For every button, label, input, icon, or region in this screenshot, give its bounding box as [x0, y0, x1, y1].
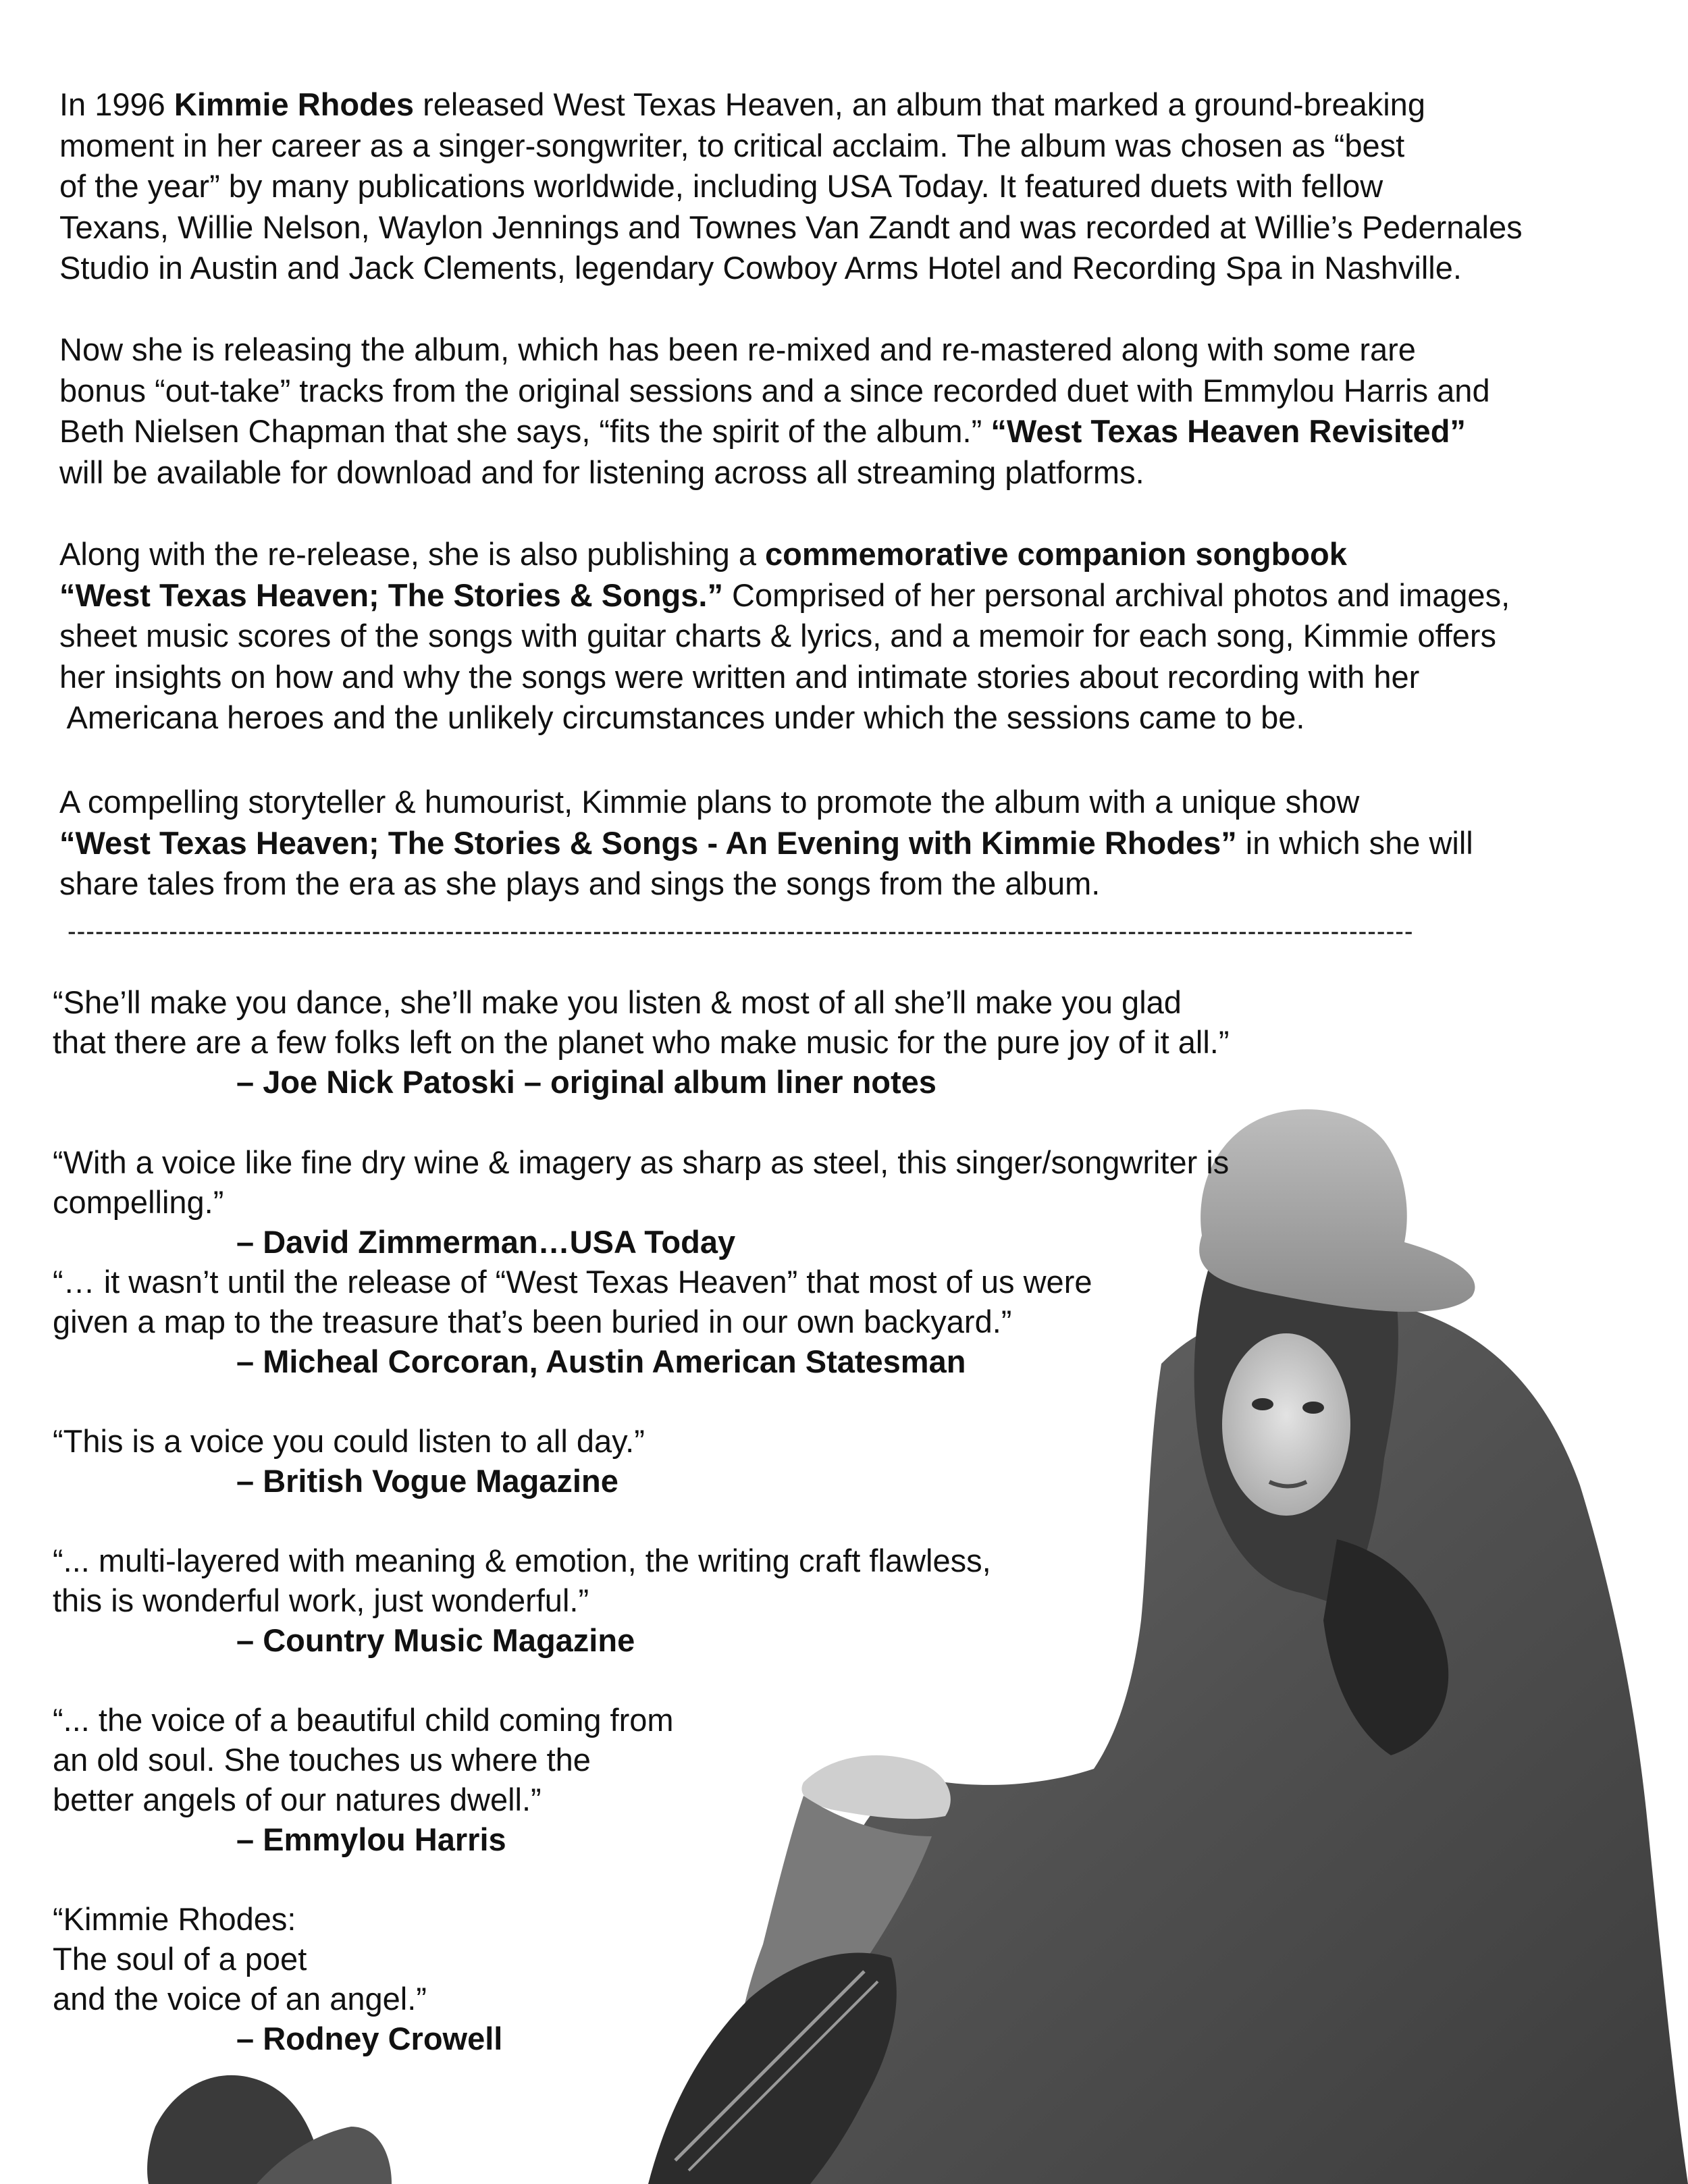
quote-attribution: – Country Music Magazine: [236, 1622, 635, 1658]
songbook-title: “West Texas Heaven; The Stories & Songs.”: [59, 577, 723, 613]
quote-5: “... multi-layered with meaning & emotion, the writing craft flawless, this is wonderful work, just wonderful.” – Country Music Magazine: [53, 1541, 1336, 1660]
quote-attribution: – Micheal Corcoran, Austin American Statesman: [236, 1343, 966, 1379]
quote-7: “Kimmie Rhodes: The soul of a poet and the voice of an angel.” – Rodney Crowell: [53, 1899, 1336, 2058]
quote-2: “With a voice like fine dry wine & imagery as sharp as steel, this singer/songwriter is compelling.” – David Zimmerman…USA Today: [53, 1142, 1336, 1262]
quote-attribution: – British Vogue Magazine: [236, 1463, 618, 1499]
intro-paragraph-1: In 1996 Kimmie Rhodes released West Texas Heaven, an album that marked a ground-breaking moment in her career as a singer-songwriter, to critical acclaim. The album was chosen as “best of the year” by many publications worldwide, including USA Today. It featured duets with fellow Texans, Willie Nelson, Waylon Jennings and Townes Van Zandt and was recorded at Willie’s Pedernales Studio in Austin and Jack Clements, legendary Cowboy Arms Hotel and Recording Spa in Nashville.: [59, 84, 1666, 289]
songbook-label: commemorative companion songbook: [765, 536, 1347, 572]
dashed-divider: --------------------------------------------------------------------------------------------------------------------------------------------------: [68, 918, 1414, 945]
quote-3: “… it wasn’t until the release of “West Texas Heaven” that most of us were given a map to the treasure that’s been buried in our own backyard.” – Micheal Corcoran, Austin American Statesman: [53, 1262, 1336, 1381]
intro-paragraph-2: Now she is releasing the album, which has been re-mixed and re-mastered along with some rare bonus “out-take” tracks from the original sessions and a since recorded duet with Emmylou Harris and Beth Nielsen Chapman that she says, “fits the spirit of the album.” “West Texas Heaven Revisited” will be available for download and for listening across all streaming platforms.: [59, 331, 1490, 490]
album-title-revisited: “West Texas Heaven Revisited”: [991, 413, 1466, 449]
quote-4: “This is a voice you could listen to all day.” – British Vogue Magazine: [53, 1421, 1336, 1501]
p1-line-1: In 1996 Kimmie Rhodes released West Texas Heaven, an album that marked a ground-breaking: [59, 86, 1425, 122]
intro-paragraph-4: A compelling storyteller & humourist, Kimmie plans to promote the album with a unique show “West Texas Heaven; The Stories & Songs - An Evening with Kimmie Rhodes” in which she will share tales from the era as she plays and sings the songs from the album.: [59, 784, 1473, 901]
quote-attribution: – Emmylou Harris: [236, 1821, 506, 1857]
quote-1: “She’ll make you dance, she’ll make you listen & most of all she’ll make you glad that there are a few folks left on the planet who make music for the pure joy of it all.” – Joe Nick Patoski – original album liner notes: [53, 982, 1336, 1102]
quote-attribution: – Rodney Crowell: [236, 2021, 503, 2056]
artist-name: Kimmie Rhodes: [174, 86, 415, 122]
intro-paragraph-3: Along with the re-release, she is also publishing a commemorative companion songbook “West Texas Heaven; The Stories & Songs.” Comprised of her personal archival photos and images, sheet music scores of the songs with guitar charts & lyrics, and a memoir for each song, Kimmie offers her insights on how and why the songs were written and intimate stories about recording with her Americana heroes and the unlikely circumstances under which the sessions came to be.: [59, 536, 1510, 735]
quote-6: “... the voice of a beautiful child coming from an old soul. She touches us where the better angels of our natures dwell.” – Emmylou Harris: [53, 1700, 1336, 1859]
quote-attribution: – Joe Nick Patoski – original album liner notes: [236, 1064, 937, 1100]
quote-attribution: – David Zimmerman…USA Today: [236, 1224, 736, 1260]
show-title: “West Texas Heaven; The Stories & Songs - An Evening with Kimmie Rhodes”: [59, 824, 1237, 861]
